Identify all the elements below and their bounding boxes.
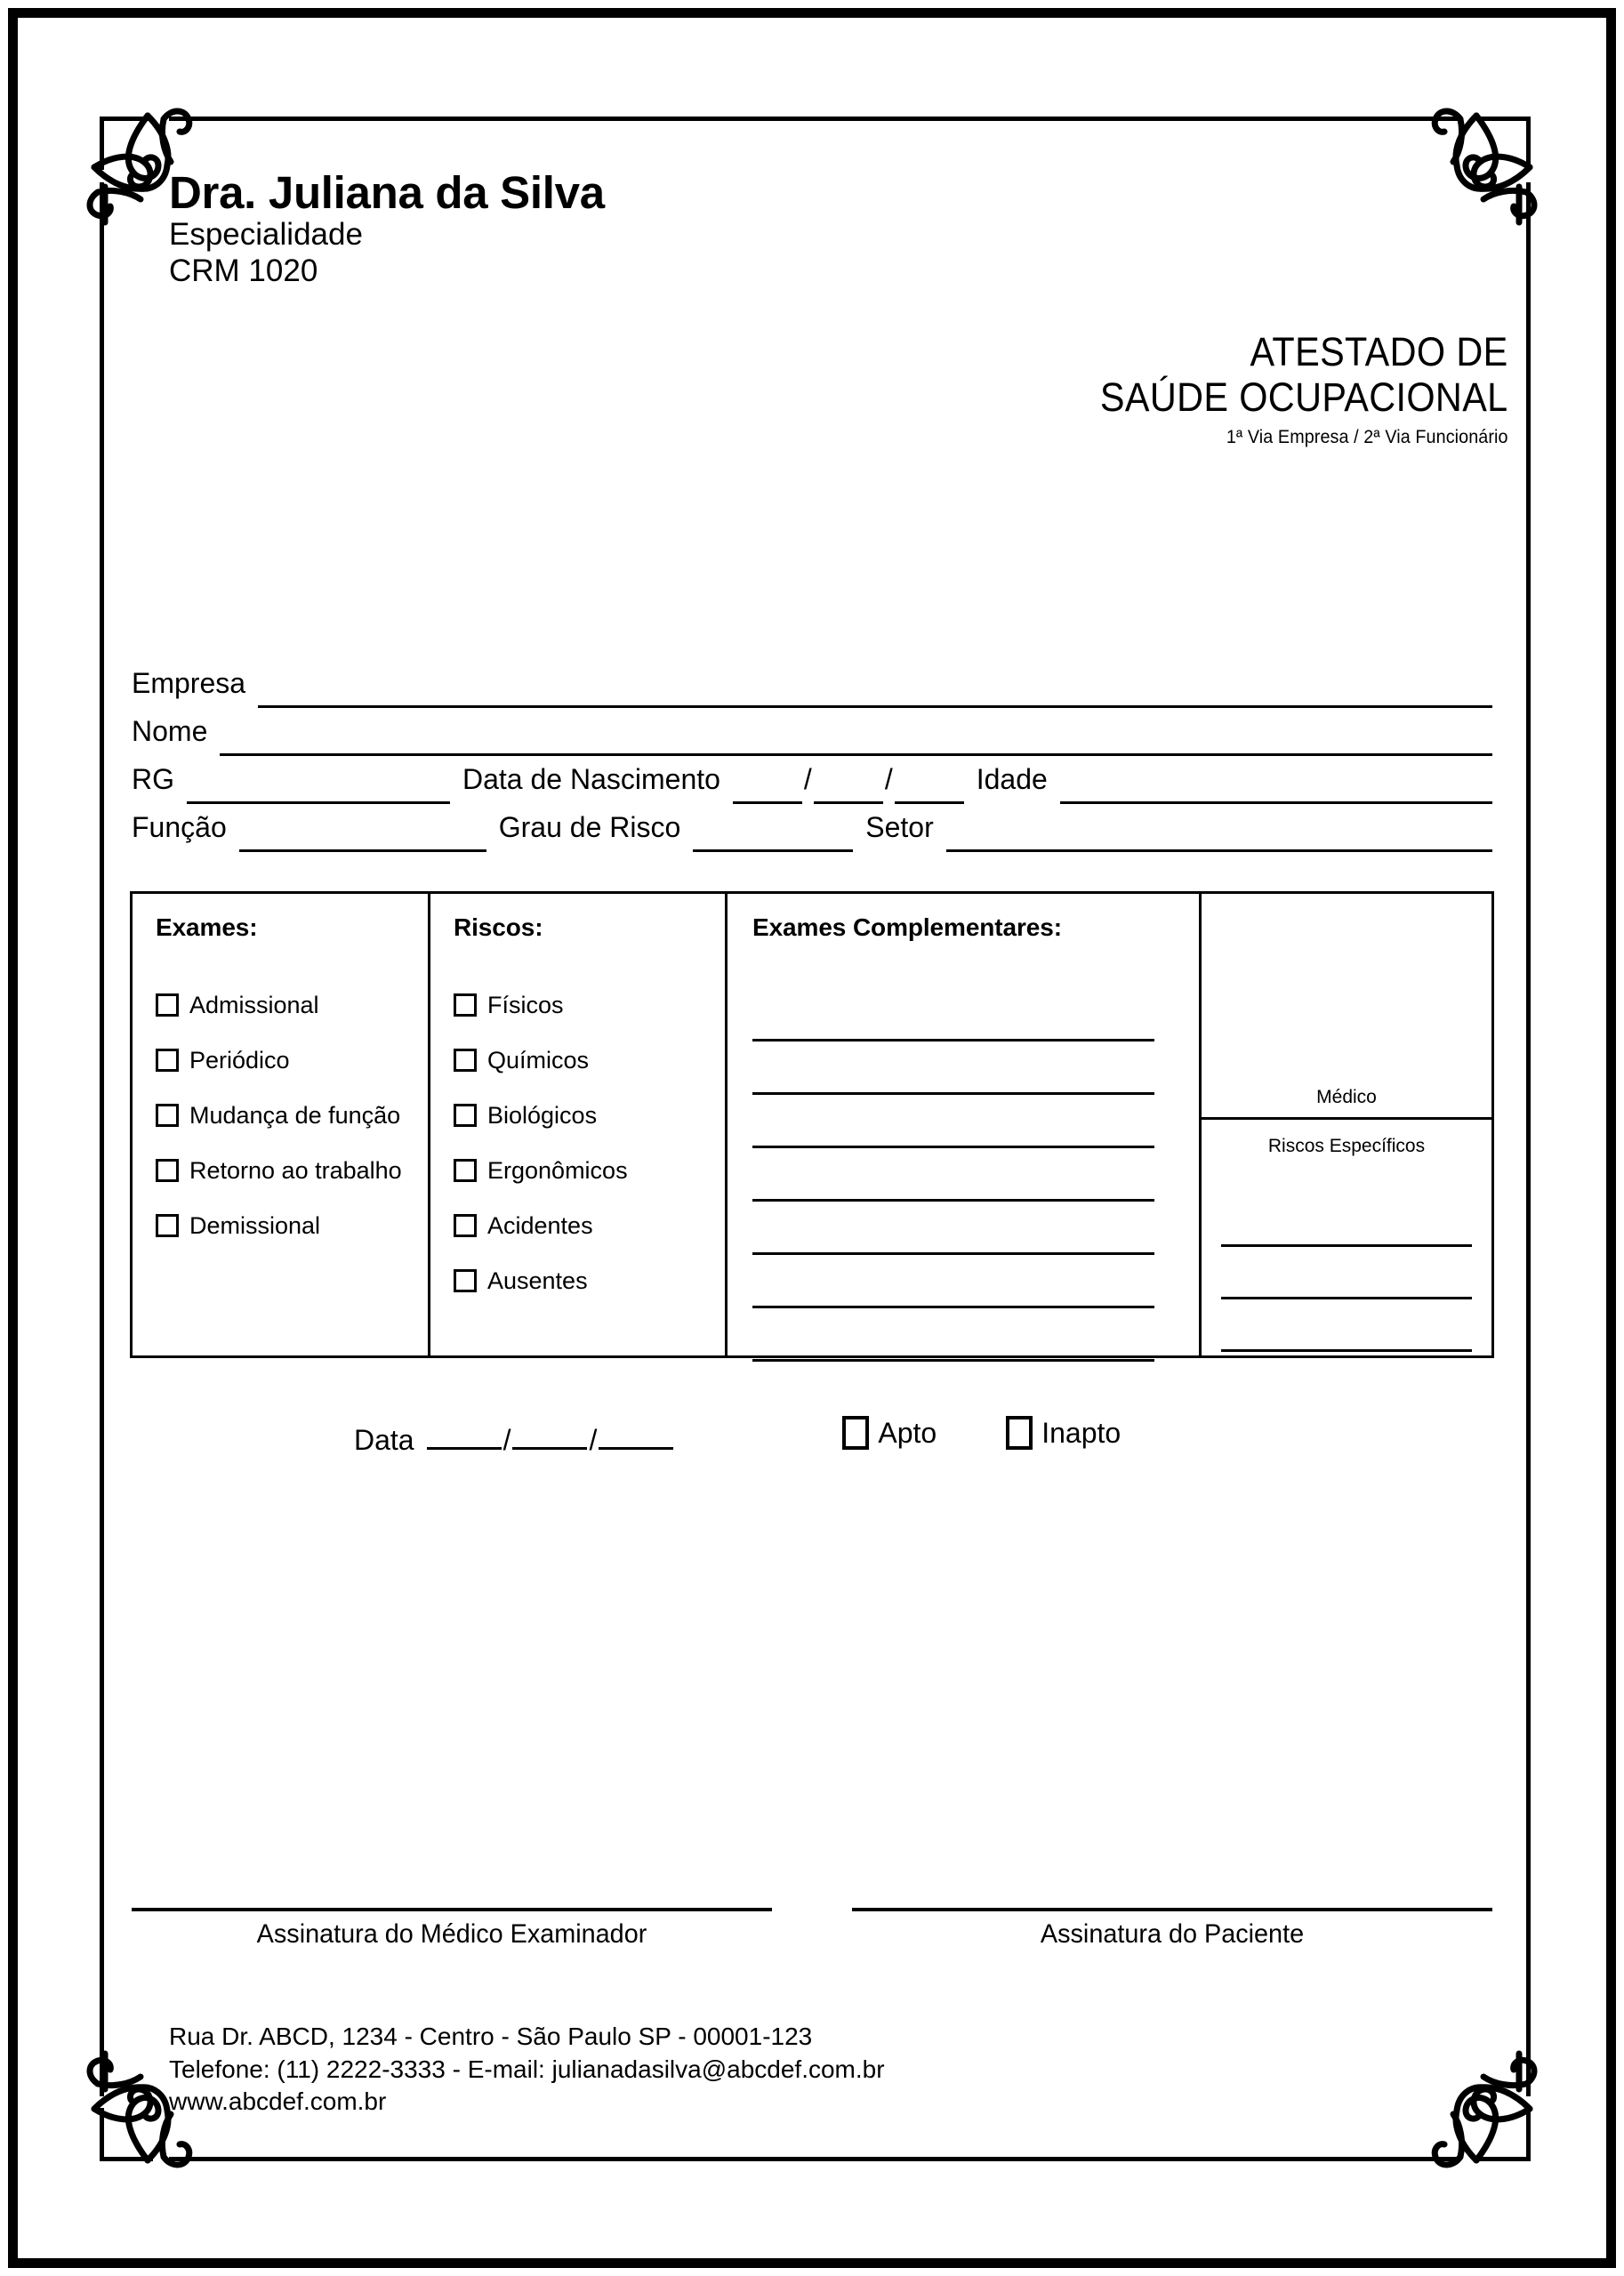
field-row-empresa	[132, 667, 1492, 715]
funcao-input[interactable]	[239, 849, 486, 852]
patient-fields	[132, 667, 1492, 859]
nascimento-year-input[interactable]	[895, 801, 964, 804]
data-slash-1: /	[502, 1424, 511, 1456]
field-row-funcao	[132, 811, 1492, 859]
frame-right-line	[1526, 182, 1531, 2096]
exame-complementar-input[interactable]	[752, 1041, 1154, 1095]
field-row-rg	[132, 763, 1492, 811]
checkbox-row[interactable]	[454, 1198, 725, 1253]
nascimento-slash-2: /	[884, 763, 893, 795]
nome-label: Nome	[132, 715, 208, 747]
data-month-input[interactable]	[512, 1447, 587, 1450]
document-via-note: 1ª Via Empresa / 2ª Via Funcionário	[1226, 426, 1508, 447]
checkbox-label: Periódico	[189, 1046, 290, 1074]
exame-complementar-input[interactable]	[752, 1308, 1154, 1362]
frame-top-line	[169, 117, 1460, 121]
signature-block-medico	[132, 1908, 772, 1950]
letterhead	[169, 169, 605, 289]
frame-bottom-line	[169, 2157, 1460, 2161]
signature-line-paciente[interactable]	[852, 1908, 1492, 1911]
exames-heading: Exames:	[156, 913, 258, 941]
field-row-nome	[132, 715, 1492, 763]
risco-especifico-input[interactable]	[1221, 1299, 1472, 1352]
checkbox-quimicos[interactable]	[454, 1049, 477, 1072]
column-riscos	[428, 894, 725, 1355]
grau-de-risco-label: Grau de Risco	[498, 811, 681, 843]
checkbox-retorno-ao-trabalho[interactable]	[156, 1159, 179, 1182]
nascimento-slash-1: /	[803, 763, 812, 795]
doctor-name: Dra. Juliana da Silva	[169, 167, 605, 218]
exames-complementares-heading: Exames Complementares:	[752, 913, 1062, 941]
document-title-line1: ATESTADO DE	[1250, 329, 1508, 374]
column-exames-complementares	[725, 894, 1199, 1355]
checkbox-ausentes[interactable]	[454, 1269, 477, 1292]
exame-complementar-input[interactable]	[752, 1202, 1154, 1255]
checkbox-label: Físicos	[487, 991, 564, 1018]
checkbox-admissional[interactable]	[156, 993, 179, 1017]
data-day-input[interactable]	[427, 1447, 502, 1450]
data-nascimento-label: Data de Nascimento	[462, 763, 720, 795]
footer-website: www.abcdef.com.br	[169, 2087, 387, 2116]
risco-especifico-input[interactable]	[1221, 1247, 1472, 1299]
apto-option[interactable]	[842, 1416, 937, 1450]
checkbox-row[interactable]	[454, 977, 725, 1033]
verdict-row	[132, 1416, 1492, 1466]
riscos-especificos-area	[1202, 1120, 1491, 1355]
checkbox-label: Biológicos	[487, 1101, 598, 1129]
grau-de-risco-input[interactable]	[693, 849, 853, 852]
checkbox-label: Ausentes	[487, 1267, 588, 1294]
exame-complementar-input[interactable]	[752, 988, 1154, 1041]
checkbox-row[interactable]	[156, 1198, 428, 1253]
inapto-label: Inapto	[1041, 1416, 1122, 1449]
document-title-block	[1065, 330, 1508, 448]
column-medico	[1199, 894, 1491, 1355]
data-slash-2: /	[589, 1424, 598, 1456]
nascimento-month-input[interactable]	[814, 801, 883, 804]
checkbox-row[interactable]	[454, 1143, 725, 1198]
checkbox-row[interactable]	[156, 1088, 428, 1143]
exames-complementares-lines	[752, 988, 1199, 1362]
checkbox-ergonomicos[interactable]	[454, 1159, 477, 1182]
checkbox-row[interactable]	[156, 977, 428, 1033]
checkbox-label: Ergonômicos	[487, 1156, 628, 1184]
checkbox-demissional[interactable]	[156, 1214, 179, 1237]
exam-risk-table	[130, 891, 1494, 1358]
medico-label: Médico	[1316, 1087, 1377, 1107]
checkbox-row[interactable]	[454, 1088, 725, 1143]
empresa-label: Empresa	[132, 667, 246, 699]
signature-line-medico[interactable]	[132, 1908, 772, 1911]
checkbox-label: Admissional	[189, 991, 319, 1018]
checkbox-row[interactable]	[454, 1253, 725, 1308]
checkbox-row[interactable]	[156, 1143, 428, 1198]
checkbox-label: Demissional	[189, 1211, 321, 1239]
setor-label: Setor	[865, 811, 934, 843]
checkbox-inapto[interactable]	[1006, 1416, 1033, 1450]
checkbox-label: Retorno ao trabalho	[189, 1156, 402, 1184]
exames-checkbox-list	[156, 977, 428, 1253]
riscos-especificos-lines	[1202, 1194, 1491, 1352]
exame-complementar-input[interactable]	[752, 1148, 1154, 1202]
data-label: Data	[354, 1424, 414, 1456]
data-field-group	[354, 1424, 673, 1457]
nome-input[interactable]	[220, 753, 1492, 756]
checkbox-apto[interactable]	[842, 1416, 869, 1450]
exame-complementar-input[interactable]	[752, 1255, 1154, 1308]
doctor-specialty: Especialidade	[169, 217, 363, 253]
inapto-option[interactable]	[1006, 1416, 1121, 1450]
funcao-label: Função	[132, 811, 227, 843]
document-title-line2: SAÚDE OCUPACIONAL	[1100, 374, 1508, 420]
signature-block-paciente	[852, 1908, 1492, 1950]
apto-label: Apto	[878, 1416, 937, 1449]
signature-label-paciente: Assinatura do Paciente	[1040, 1919, 1305, 1949]
riscos-checkbox-list	[454, 977, 725, 1308]
empresa-input[interactable]	[258, 705, 1492, 708]
footer-address: Rua Dr. ABCD, 1234 - Centro - São Paulo SP - 00001-123	[169, 2023, 813, 2050]
checkbox-label: Mudança de função	[189, 1101, 401, 1129]
riscos-heading: Riscos:	[454, 913, 543, 941]
exame-complementar-input[interactable]	[752, 1095, 1154, 1148]
risco-especifico-input[interactable]	[1221, 1194, 1472, 1247]
signature-label-medico: Assinatura do Médico Examinador	[256, 1919, 647, 1949]
checkbox-periodico[interactable]	[156, 1049, 179, 1072]
checkbox-row[interactable]	[156, 1033, 428, 1088]
frame-left-line	[100, 182, 104, 2096]
checkbox-label: Acidentes	[487, 1211, 593, 1239]
checkbox-fisicos[interactable]	[454, 993, 477, 1017]
medico-stamp-area[interactable]	[1202, 894, 1491, 1120]
footer-contact-block	[169, 2021, 885, 2119]
data-year-input[interactable]	[599, 1447, 673, 1450]
checkbox-label: Químicos	[487, 1046, 590, 1074]
rg-label: RG	[132, 763, 174, 795]
doctor-crm: CRM 1020	[169, 253, 318, 288]
setor-input[interactable]	[946, 849, 1492, 852]
checkbox-biologicos[interactable]	[454, 1104, 477, 1127]
footer-contact: Telefone: (11) 2222-3333 - E-mail: julianadasilva@abcdef.com.br	[169, 2055, 885, 2083]
corner-flourish-icon	[1412, 96, 1546, 229]
signature-area	[132, 1908, 1492, 1950]
idade-label: Idade	[976, 763, 1048, 795]
rg-input[interactable]	[187, 801, 450, 804]
checkbox-acidentes[interactable]	[454, 1214, 477, 1237]
corner-flourish-icon	[1412, 2047, 1546, 2180]
idade-input[interactable]	[1060, 801, 1492, 804]
column-exames	[133, 894, 428, 1355]
riscos-especificos-label: Riscos Específicos	[1267, 1136, 1426, 1156]
nascimento-day-input[interactable]	[733, 801, 802, 804]
checkbox-row[interactable]	[454, 1033, 725, 1088]
checkbox-mudanca-de-funcao[interactable]	[156, 1104, 179, 1127]
